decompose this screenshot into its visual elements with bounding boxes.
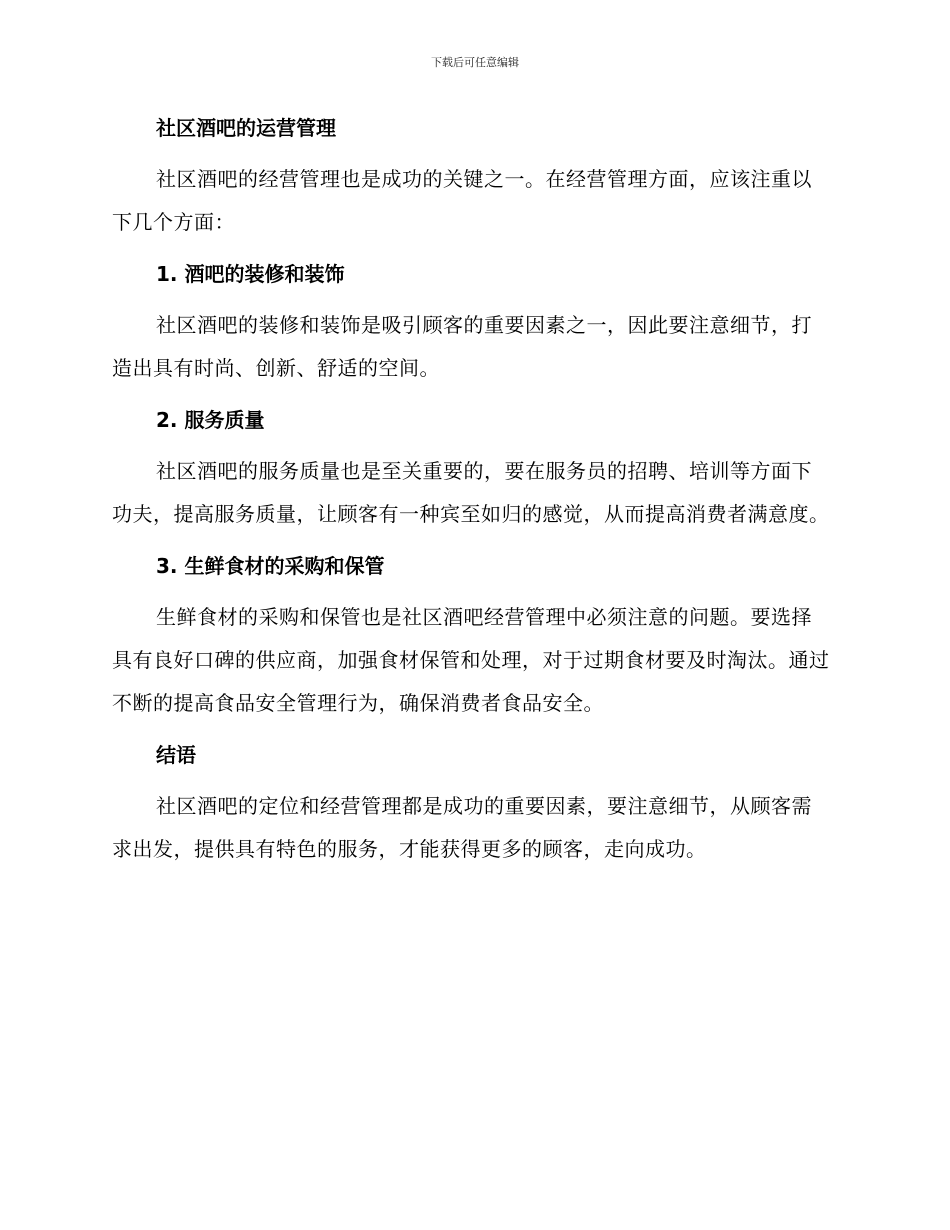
section-body-ingredients: 生鲜食材的采购和保管也是社区酒吧经营管理中必须注意的问题。要选择具有良好口碑的供应商，加强食材保管和处理，对于过期食材要及时淘汰。通过不断的提高食品安全管理行为，确保消费者食品安全。: [112, 605, 830, 715]
conclusion-paragraph: 社区酒吧的定位和经营管理都是成功的重要因素，要注意细节，从顾客需求出发，提供具有特色的服务，才能获得更多的顾客，走向成功。: [112, 794, 812, 861]
section-heading-service: 2. 服务质量: [156, 408, 265, 432]
document-title: 社区酒吧的运营管理: [156, 116, 336, 140]
header-note: 下载后可任意编辑: [431, 56, 519, 69]
section-body-service: 社区酒吧的服务质量也是至关重要的，要在服务员的招聘、培训等方面下功夫，提高服务质量，让顾客有一种宾至如归的感觉，从而提高消费者满意度。: [112, 459, 830, 526]
section-heading-ingredients: 3. 生鲜食材的采购和保管: [156, 554, 385, 578]
section-heading-decoration: 1. 酒吧的装修和装饰: [156, 262, 345, 286]
conclusion-heading: 结语: [156, 743, 196, 767]
intro-paragraph: 社区酒吧的经营管理也是成功的关键之一。在经营管理方面，应该注重以下几个方面：: [112, 167, 812, 234]
document-content: [112, 108, 832, 871]
section-body-decoration: 社区酒吧的装修和装饰是吸引顾客的重要因素之一，因此要注意细节，打造出具有时尚、创新、舒适的空间。: [112, 313, 812, 380]
